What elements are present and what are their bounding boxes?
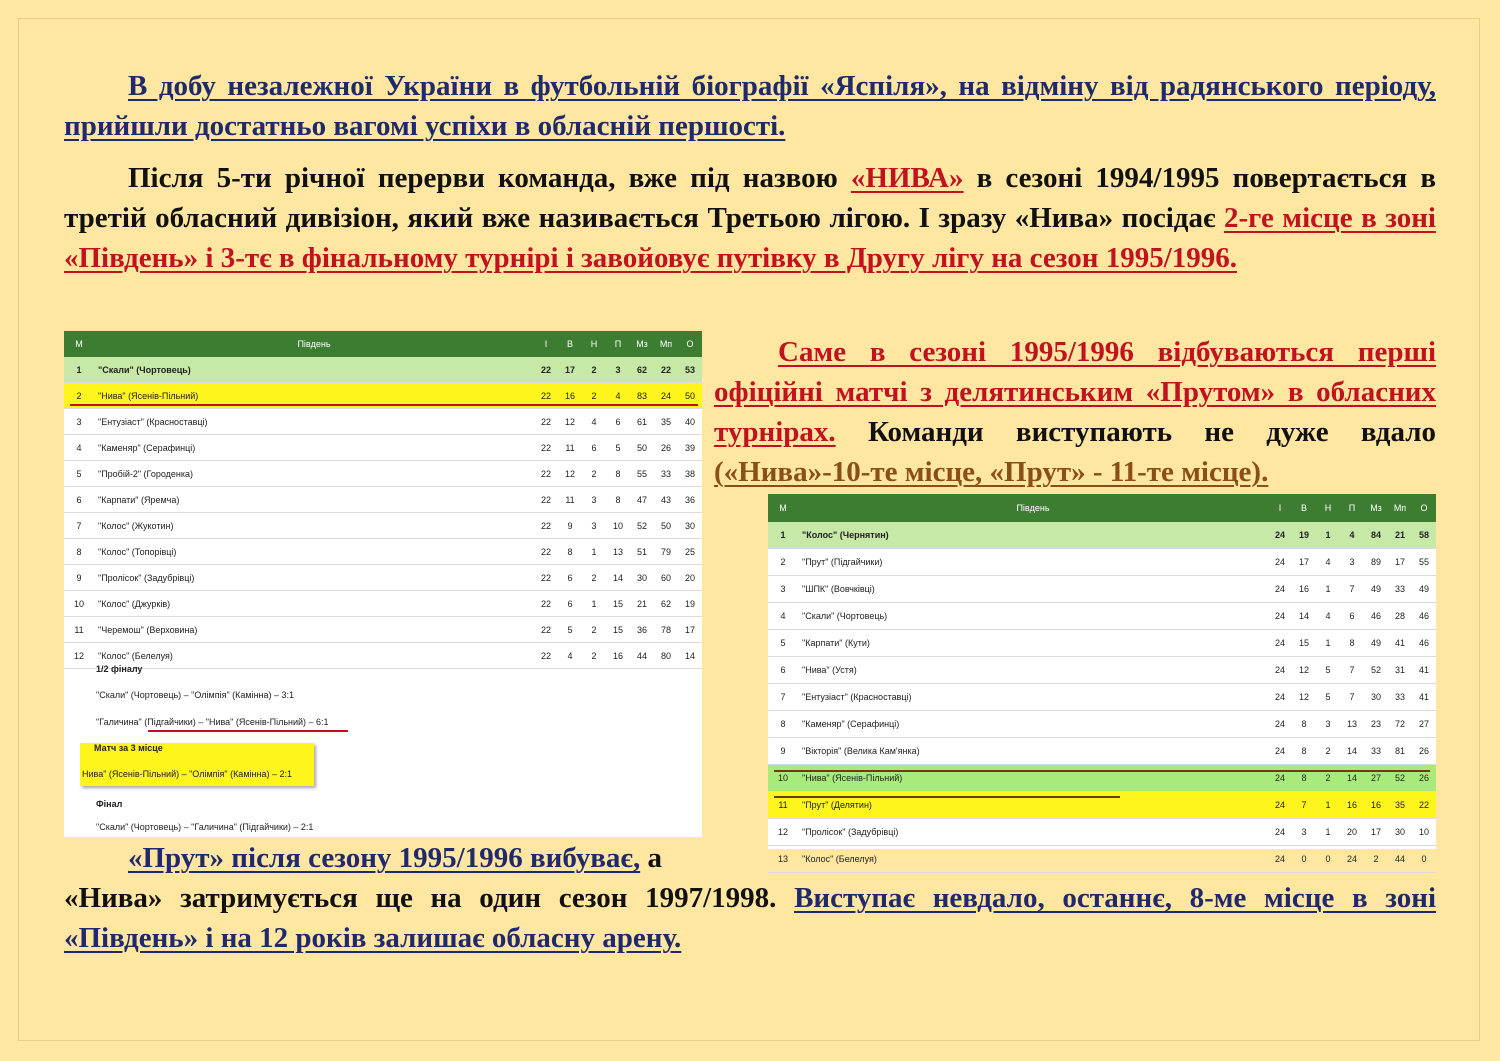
stat-cell: 3 — [768, 576, 798, 603]
stat-cell: 24 — [1268, 792, 1292, 819]
stat-cell: 22 — [534, 435, 558, 461]
column-header: І — [1268, 494, 1292, 522]
column-header: М — [768, 494, 798, 522]
stat-cell: 6 — [1340, 603, 1364, 630]
stat-cell: 33 — [1388, 684, 1412, 711]
stat-cell: 49 — [1364, 576, 1388, 603]
column-header: П — [606, 331, 630, 357]
stat-cell: 30 — [1388, 819, 1412, 846]
stat-cell: 6 — [606, 409, 630, 435]
intro-text: В добу незалежної України в футбольній біографії «Яспіля», на відміну від радянського періоду, прийшли достатньо вагомі успіхи в обласній першості. — [64, 70, 1436, 142]
stat-cell: 61 — [630, 409, 654, 435]
stat-cell: 2 — [582, 383, 606, 409]
underline-niva-row-right — [774, 770, 1430, 772]
table-row — [64, 513, 702, 539]
stat-cell: 6 — [582, 435, 606, 461]
stat-cell: 7 — [1340, 657, 1364, 684]
stat-cell: 2 — [64, 383, 94, 409]
stat-cell: 1 — [1316, 630, 1340, 657]
stat-cell: 19 — [678, 591, 702, 617]
stat-cell: 12 — [768, 819, 798, 846]
stat-cell: 2 — [768, 549, 798, 576]
table-row — [768, 630, 1436, 657]
paragraph-intro — [64, 66, 1436, 146]
stat-cell: 24 — [1268, 630, 1292, 657]
team-cell: "ШПК" (Вовчківці) — [798, 576, 1268, 603]
stat-cell: 14 — [606, 565, 630, 591]
stat-cell: 55 — [630, 461, 654, 487]
stat-cell: 2 — [582, 617, 606, 643]
stat-cell: 44 — [630, 643, 654, 669]
stat-cell: 52 — [1364, 657, 1388, 684]
stat-cell: 16 — [1364, 792, 1388, 819]
stat-cell: 5 — [64, 461, 94, 487]
table-row — [768, 684, 1436, 711]
team-cell: "Карпати" (Кути) — [798, 630, 1268, 657]
p2-text-1: Після 5-ти річної перерви команда, вже під назвою — [128, 162, 851, 194]
stat-cell: 19 — [1292, 522, 1316, 549]
stat-cell: 22 — [534, 461, 558, 487]
stat-cell: 2 — [1316, 765, 1340, 792]
stat-cell: 43 — [654, 487, 678, 513]
stat-cell: 33 — [1364, 738, 1388, 765]
team-cell: "Колос" (Жукотин) — [94, 513, 534, 539]
column-header: І — [534, 331, 558, 357]
team-cell: "Каменяр" (Серафинці) — [94, 435, 534, 461]
stat-cell: 4 — [1316, 603, 1340, 630]
stat-cell: 24 — [1268, 684, 1292, 711]
p3-highlight: Саме в сезоні 1995/1996 відбуваються перші офіційні матчі з делятинським «Прутом» в обласних турнірах. — [714, 336, 1436, 448]
team-cell: "Прут" (Делятин) — [798, 792, 1268, 819]
column-header: Н — [582, 331, 606, 357]
stat-cell: 1 — [1316, 819, 1340, 846]
team-cell: "Черемош" (Верховина) — [94, 617, 534, 643]
stat-cell: 33 — [1388, 576, 1412, 603]
stat-cell: 55 — [1412, 549, 1436, 576]
stat-cell: 24 — [1268, 819, 1292, 846]
stat-cell: 50 — [630, 435, 654, 461]
stat-cell: 22 — [1412, 792, 1436, 819]
stat-cell: 62 — [630, 357, 654, 383]
team-cell: "Колос" (Чернятин) — [798, 522, 1268, 549]
stat-cell: 12 — [1292, 657, 1316, 684]
stat-cell: 24 — [1268, 846, 1292, 873]
stat-cell: 60 — [654, 565, 678, 591]
paragraph-niva-1994 — [64, 158, 1436, 278]
stat-cell: 20 — [1340, 819, 1364, 846]
stat-cell: 80 — [654, 643, 678, 669]
stat-cell: 16 — [606, 643, 630, 669]
table-row — [64, 617, 702, 643]
stat-cell: 1 — [1316, 576, 1340, 603]
column-header: Н — [1316, 494, 1340, 522]
stat-cell: 84 — [1364, 522, 1388, 549]
table-row — [768, 549, 1436, 576]
stat-cell: 3 — [1292, 819, 1316, 846]
table-row — [64, 487, 702, 513]
stat-cell: 24 — [654, 383, 678, 409]
stat-cell: 26 — [1412, 765, 1436, 792]
stat-cell: 50 — [678, 383, 702, 409]
stat-cell: 13 — [768, 846, 798, 873]
stat-cell: 3 — [1316, 711, 1340, 738]
stat-cell: 0 — [1292, 846, 1316, 873]
table-row — [64, 591, 702, 617]
stat-cell: 22 — [534, 643, 558, 669]
stat-cell: 8 — [606, 461, 630, 487]
stat-cell: 4 — [582, 409, 606, 435]
stat-cell: 9 — [558, 513, 582, 539]
stat-cell: 28 — [1388, 603, 1412, 630]
stat-cell: 8 — [558, 539, 582, 565]
stat-cell: 22 — [534, 565, 558, 591]
stat-cell: 27 — [1412, 711, 1436, 738]
stat-cell: 24 — [1268, 603, 1292, 630]
stat-cell: 24 — [1268, 765, 1292, 792]
team-cell: "Вікторія" (Велика Кам'янка) — [798, 738, 1268, 765]
table-row — [768, 522, 1436, 549]
paragraph-niva-1997 — [64, 878, 1436, 958]
stat-cell: 16 — [558, 383, 582, 409]
stat-cell: 1 — [582, 591, 606, 617]
stat-cell: 41 — [1412, 657, 1436, 684]
stat-cell: 89 — [1364, 549, 1388, 576]
stat-cell: 7 — [1340, 576, 1364, 603]
stat-cell: 33 — [654, 461, 678, 487]
stat-cell: 31 — [1388, 657, 1412, 684]
stat-cell: 12 — [558, 409, 582, 435]
stat-cell: 2 — [1316, 738, 1340, 765]
table-row — [64, 643, 702, 669]
table-row — [64, 565, 702, 591]
team-cell: "Колос" (Белелуя) — [798, 846, 1268, 873]
team-cell: "Скали" (Чортовець) — [798, 603, 1268, 630]
stat-cell: 15 — [606, 617, 630, 643]
stat-cell: 25 — [678, 539, 702, 565]
p4-text-1: а — [640, 842, 662, 874]
stat-cell: 21 — [630, 591, 654, 617]
stat-cell: 17 — [1364, 819, 1388, 846]
stat-cell: 14 — [678, 643, 702, 669]
stat-cell: 46 — [1364, 603, 1388, 630]
stat-cell: 30 — [1364, 684, 1388, 711]
stat-cell: 24 — [1268, 738, 1292, 765]
stat-cell: 52 — [630, 513, 654, 539]
stat-cell: 24 — [1268, 549, 1292, 576]
stat-cell: 3 — [64, 409, 94, 435]
p4-navy-2: Виступає невдало, останнє, 8-ме місце в зоні «Південь» і на 12 років залишає обласну арену. — [64, 882, 1436, 954]
stat-cell: 7 — [1292, 792, 1316, 819]
stat-cell: 17 — [1388, 549, 1412, 576]
stat-cell: 22 — [534, 513, 558, 539]
stat-cell: 14 — [1340, 765, 1364, 792]
stat-cell: 72 — [1388, 711, 1412, 738]
stat-cell: 10 — [1412, 819, 1436, 846]
stat-cell: 5 — [1316, 684, 1340, 711]
stat-cell: 50 — [654, 513, 678, 539]
stat-cell: 13 — [606, 539, 630, 565]
stat-cell: 11 — [558, 487, 582, 513]
stat-cell: 12 — [558, 461, 582, 487]
column-header: Південь — [94, 331, 534, 357]
stat-cell: 41 — [1388, 630, 1412, 657]
stat-cell: 3 — [582, 513, 606, 539]
semifinal-1: "Скали" (Чортовець) – "Олімпія" (Камінна) – 3:1 — [96, 690, 295, 700]
stat-cell: 22 — [534, 357, 558, 383]
stat-cell: 23 — [1364, 711, 1388, 738]
stat-cell: 24 — [1268, 576, 1292, 603]
underline-semifinal — [148, 730, 348, 732]
column-header: Південь — [798, 494, 1268, 522]
team-cell: "Пролісок" (Задубрівці) — [798, 819, 1268, 846]
paragraph-1995-1996 — [714, 332, 1436, 492]
table-row — [768, 711, 1436, 738]
third-place-highlight — [80, 743, 314, 786]
stat-cell: 1 — [64, 357, 94, 383]
column-header: Мз — [630, 331, 654, 357]
stat-cell: 6 — [558, 591, 582, 617]
stat-cell: 0 — [1412, 846, 1436, 873]
stat-cell: 49 — [1364, 630, 1388, 657]
table-row — [64, 357, 702, 383]
stat-cell: 27 — [1364, 765, 1388, 792]
stat-cell: 5 — [768, 630, 798, 657]
final-match: "Скали" (Чортовець) – "Галичина" (Підгайчики) – 2:1 — [96, 822, 314, 832]
stat-cell: 24 — [1268, 657, 1292, 684]
column-header: Мп — [1388, 494, 1412, 522]
stat-cell: 6 — [64, 487, 94, 513]
stat-cell: 41 — [1412, 684, 1436, 711]
stat-cell: 4 — [558, 643, 582, 669]
stat-cell: 7 — [64, 513, 94, 539]
stat-cell: 4 — [1316, 549, 1340, 576]
third-place-title: Матч за 3 місце — [94, 743, 163, 753]
stat-cell: 1 — [1316, 792, 1340, 819]
stat-cell: 20 — [678, 565, 702, 591]
stat-cell: 5 — [606, 435, 630, 461]
stat-cell: 78 — [654, 617, 678, 643]
stat-cell: 1 — [1316, 522, 1340, 549]
stat-cell: 8 — [1292, 738, 1316, 765]
stat-cell: 11 — [558, 435, 582, 461]
stat-cell: 26 — [1412, 738, 1436, 765]
stat-cell: 2 — [582, 461, 606, 487]
team-cell: "Пролісок" (Задубрівці) — [94, 565, 534, 591]
table-row — [64, 539, 702, 565]
stat-cell: 22 — [534, 591, 558, 617]
stat-cell: 3 — [606, 357, 630, 383]
table-row — [64, 461, 702, 487]
underline-prut-row-right — [774, 796, 1120, 798]
stat-cell: 81 — [1388, 738, 1412, 765]
stat-cell: 36 — [678, 487, 702, 513]
team-cell: "Ентузіаст" (Красноставці) — [94, 409, 534, 435]
stat-cell: 24 — [1340, 846, 1364, 873]
semifinal-2: "Галичина" (Підгайчики) – "Нива" (Ясенів-Пільний) – 6:1 — [96, 717, 329, 727]
stat-cell: 62 — [654, 591, 678, 617]
stat-cell: 4 — [606, 383, 630, 409]
column-header: В — [1292, 494, 1316, 522]
stat-cell: 83 — [630, 383, 654, 409]
table-row — [768, 738, 1436, 765]
third-place-match: Нива" (Ясенів-Пільний) – "Олімпія" (Камінна) – 2:1 — [82, 769, 292, 779]
team-cell: "Нива" (Устя) — [798, 657, 1268, 684]
column-header: Мз — [1364, 494, 1388, 522]
stat-cell: 1 — [768, 522, 798, 549]
stat-cell: 17 — [558, 357, 582, 383]
stat-cell: 39 — [678, 435, 702, 461]
table-row — [768, 765, 1436, 792]
team-cell: "Скали" (Чортовець) — [94, 357, 534, 383]
table-row — [768, 846, 1436, 873]
stat-cell: 4 — [1340, 522, 1364, 549]
stat-cell: 40 — [678, 409, 702, 435]
stat-cell: 8 — [768, 711, 798, 738]
stat-cell: 14 — [1292, 603, 1316, 630]
p4-text-2: «Нива» затримується ще на один сезон 1997/1998. — [64, 882, 795, 914]
team-cell: "Нива" (Ясенів-Пільний) — [94, 383, 534, 409]
stat-cell: 4 — [768, 603, 798, 630]
team-cell: "Карпати" (Яремча) — [94, 487, 534, 513]
stat-cell: 6 — [768, 657, 798, 684]
p2-highlight: 2-ге місце в зоні «Південь» і 3-тє в фінальному турнірі і завойовує путівку в Другу лігу на сезон 1995/1996. — [64, 202, 1436, 274]
stat-cell: 7 — [768, 684, 798, 711]
stat-cell: 22 — [534, 539, 558, 565]
stat-cell: 8 — [1292, 711, 1316, 738]
stat-cell: 35 — [654, 409, 678, 435]
stat-cell: 21 — [1388, 522, 1412, 549]
paragraph-prut-relegation — [64, 838, 752, 878]
stat-cell: 8 — [1340, 630, 1364, 657]
stat-cell: 24 — [1268, 711, 1292, 738]
column-header: О — [1412, 494, 1436, 522]
stat-cell: 44 — [1388, 846, 1412, 873]
stat-cell: 2 — [582, 565, 606, 591]
team-cell: "Колос" (Топорівці) — [94, 539, 534, 565]
stat-cell: 58 — [1412, 522, 1436, 549]
stat-cell: 8 — [1292, 765, 1316, 792]
table-row — [768, 819, 1436, 846]
stat-cell: 46 — [1412, 630, 1436, 657]
stat-cell: 8 — [64, 539, 94, 565]
stat-cell: 47 — [630, 487, 654, 513]
stat-cell: 9 — [768, 738, 798, 765]
semifinal-title: 1/2 фіналу — [96, 664, 143, 674]
stat-cell: 51 — [630, 539, 654, 565]
stat-cell: 5 — [558, 617, 582, 643]
stat-cell: 7 — [1340, 684, 1364, 711]
stat-cell: 10 — [768, 765, 798, 792]
stat-cell: 1 — [582, 539, 606, 565]
stat-cell: 11 — [64, 617, 94, 643]
stat-cell: 10 — [606, 513, 630, 539]
stat-cell: 2 — [582, 357, 606, 383]
table-row — [768, 603, 1436, 630]
stat-cell: 4 — [64, 435, 94, 461]
stat-cell: 0 — [1316, 846, 1340, 873]
stat-cell: 12 — [64, 643, 94, 669]
table-row — [768, 576, 1436, 603]
p3-places: («Нива»-10-те місце, «Прут» - 11-те місце). — [714, 456, 1269, 488]
stat-cell: 15 — [1292, 630, 1316, 657]
stat-cell: 46 — [1412, 603, 1436, 630]
stat-cell: 22 — [534, 487, 558, 513]
column-header: В — [558, 331, 582, 357]
stat-cell: 38 — [678, 461, 702, 487]
stat-cell: 16 — [1340, 792, 1364, 819]
stat-cell: 49 — [1412, 576, 1436, 603]
column-header: М — [64, 331, 94, 357]
stat-cell: 2 — [1364, 846, 1388, 873]
stat-cell: 8 — [606, 487, 630, 513]
stat-cell: 53 — [678, 357, 702, 383]
stat-cell: 3 — [1340, 549, 1364, 576]
stat-cell: 10 — [64, 591, 94, 617]
team-cell: "Нива" (Ясенів-Пільний) — [798, 765, 1268, 792]
stat-cell: 16 — [1292, 576, 1316, 603]
stat-cell: 36 — [630, 617, 654, 643]
stat-cell: 22 — [654, 357, 678, 383]
stat-cell: 35 — [1388, 792, 1412, 819]
final-title: Фінал — [96, 799, 123, 809]
p2-text-2: в сезоні 1994/1995 повертається в третій обласний дивізіон, який вже називається Третьою лігою. І зразу «Нива» посідає — [64, 162, 1436, 234]
p3-text: Команди виступають не дуже вдало — [835, 416, 1436, 448]
stat-cell: 13 — [1340, 711, 1364, 738]
stat-cell: 26 — [654, 435, 678, 461]
team-cell: "Каменяр" (Серафинці) — [798, 711, 1268, 738]
stat-cell: 11 — [768, 792, 798, 819]
p4-navy-1: «Прут» після сезону 1995/1996 вибуває, — [128, 842, 641, 874]
stat-cell: 17 — [678, 617, 702, 643]
column-header: П — [1340, 494, 1364, 522]
underline-niva-row — [70, 404, 698, 406]
stat-cell: 22 — [534, 617, 558, 643]
stat-cell: 5 — [1316, 657, 1340, 684]
team-cell: "Прут" (Підгайчики) — [798, 549, 1268, 576]
stat-cell: 6 — [558, 565, 582, 591]
table-row — [64, 435, 702, 461]
stat-cell: 15 — [606, 591, 630, 617]
column-header: Мп — [654, 331, 678, 357]
stat-cell: 3 — [582, 487, 606, 513]
stat-cell: 2 — [582, 643, 606, 669]
stat-cell: 22 — [534, 409, 558, 435]
stat-cell: 17 — [1292, 549, 1316, 576]
stat-cell: 52 — [1388, 765, 1412, 792]
column-header: О — [678, 331, 702, 357]
stat-cell: 79 — [654, 539, 678, 565]
stat-cell: 22 — [534, 383, 558, 409]
stat-cell: 12 — [1292, 684, 1316, 711]
table-row — [768, 657, 1436, 684]
stat-cell: 30 — [630, 565, 654, 591]
team-cell: "Колос" (Белелуя) — [94, 643, 534, 669]
stat-cell: 9 — [64, 565, 94, 591]
team-cell: "Пробій-2" (Городенка) — [94, 461, 534, 487]
team-cell: "Колос" (Джурків) — [94, 591, 534, 617]
stat-cell: 14 — [1340, 738, 1364, 765]
niva-name: «НИВА» — [850, 162, 964, 194]
stat-cell: 24 — [1268, 522, 1292, 549]
stat-cell: 30 — [678, 513, 702, 539]
table-row — [64, 409, 702, 435]
team-cell: "Ентузіаст" (Красноставці) — [798, 684, 1268, 711]
